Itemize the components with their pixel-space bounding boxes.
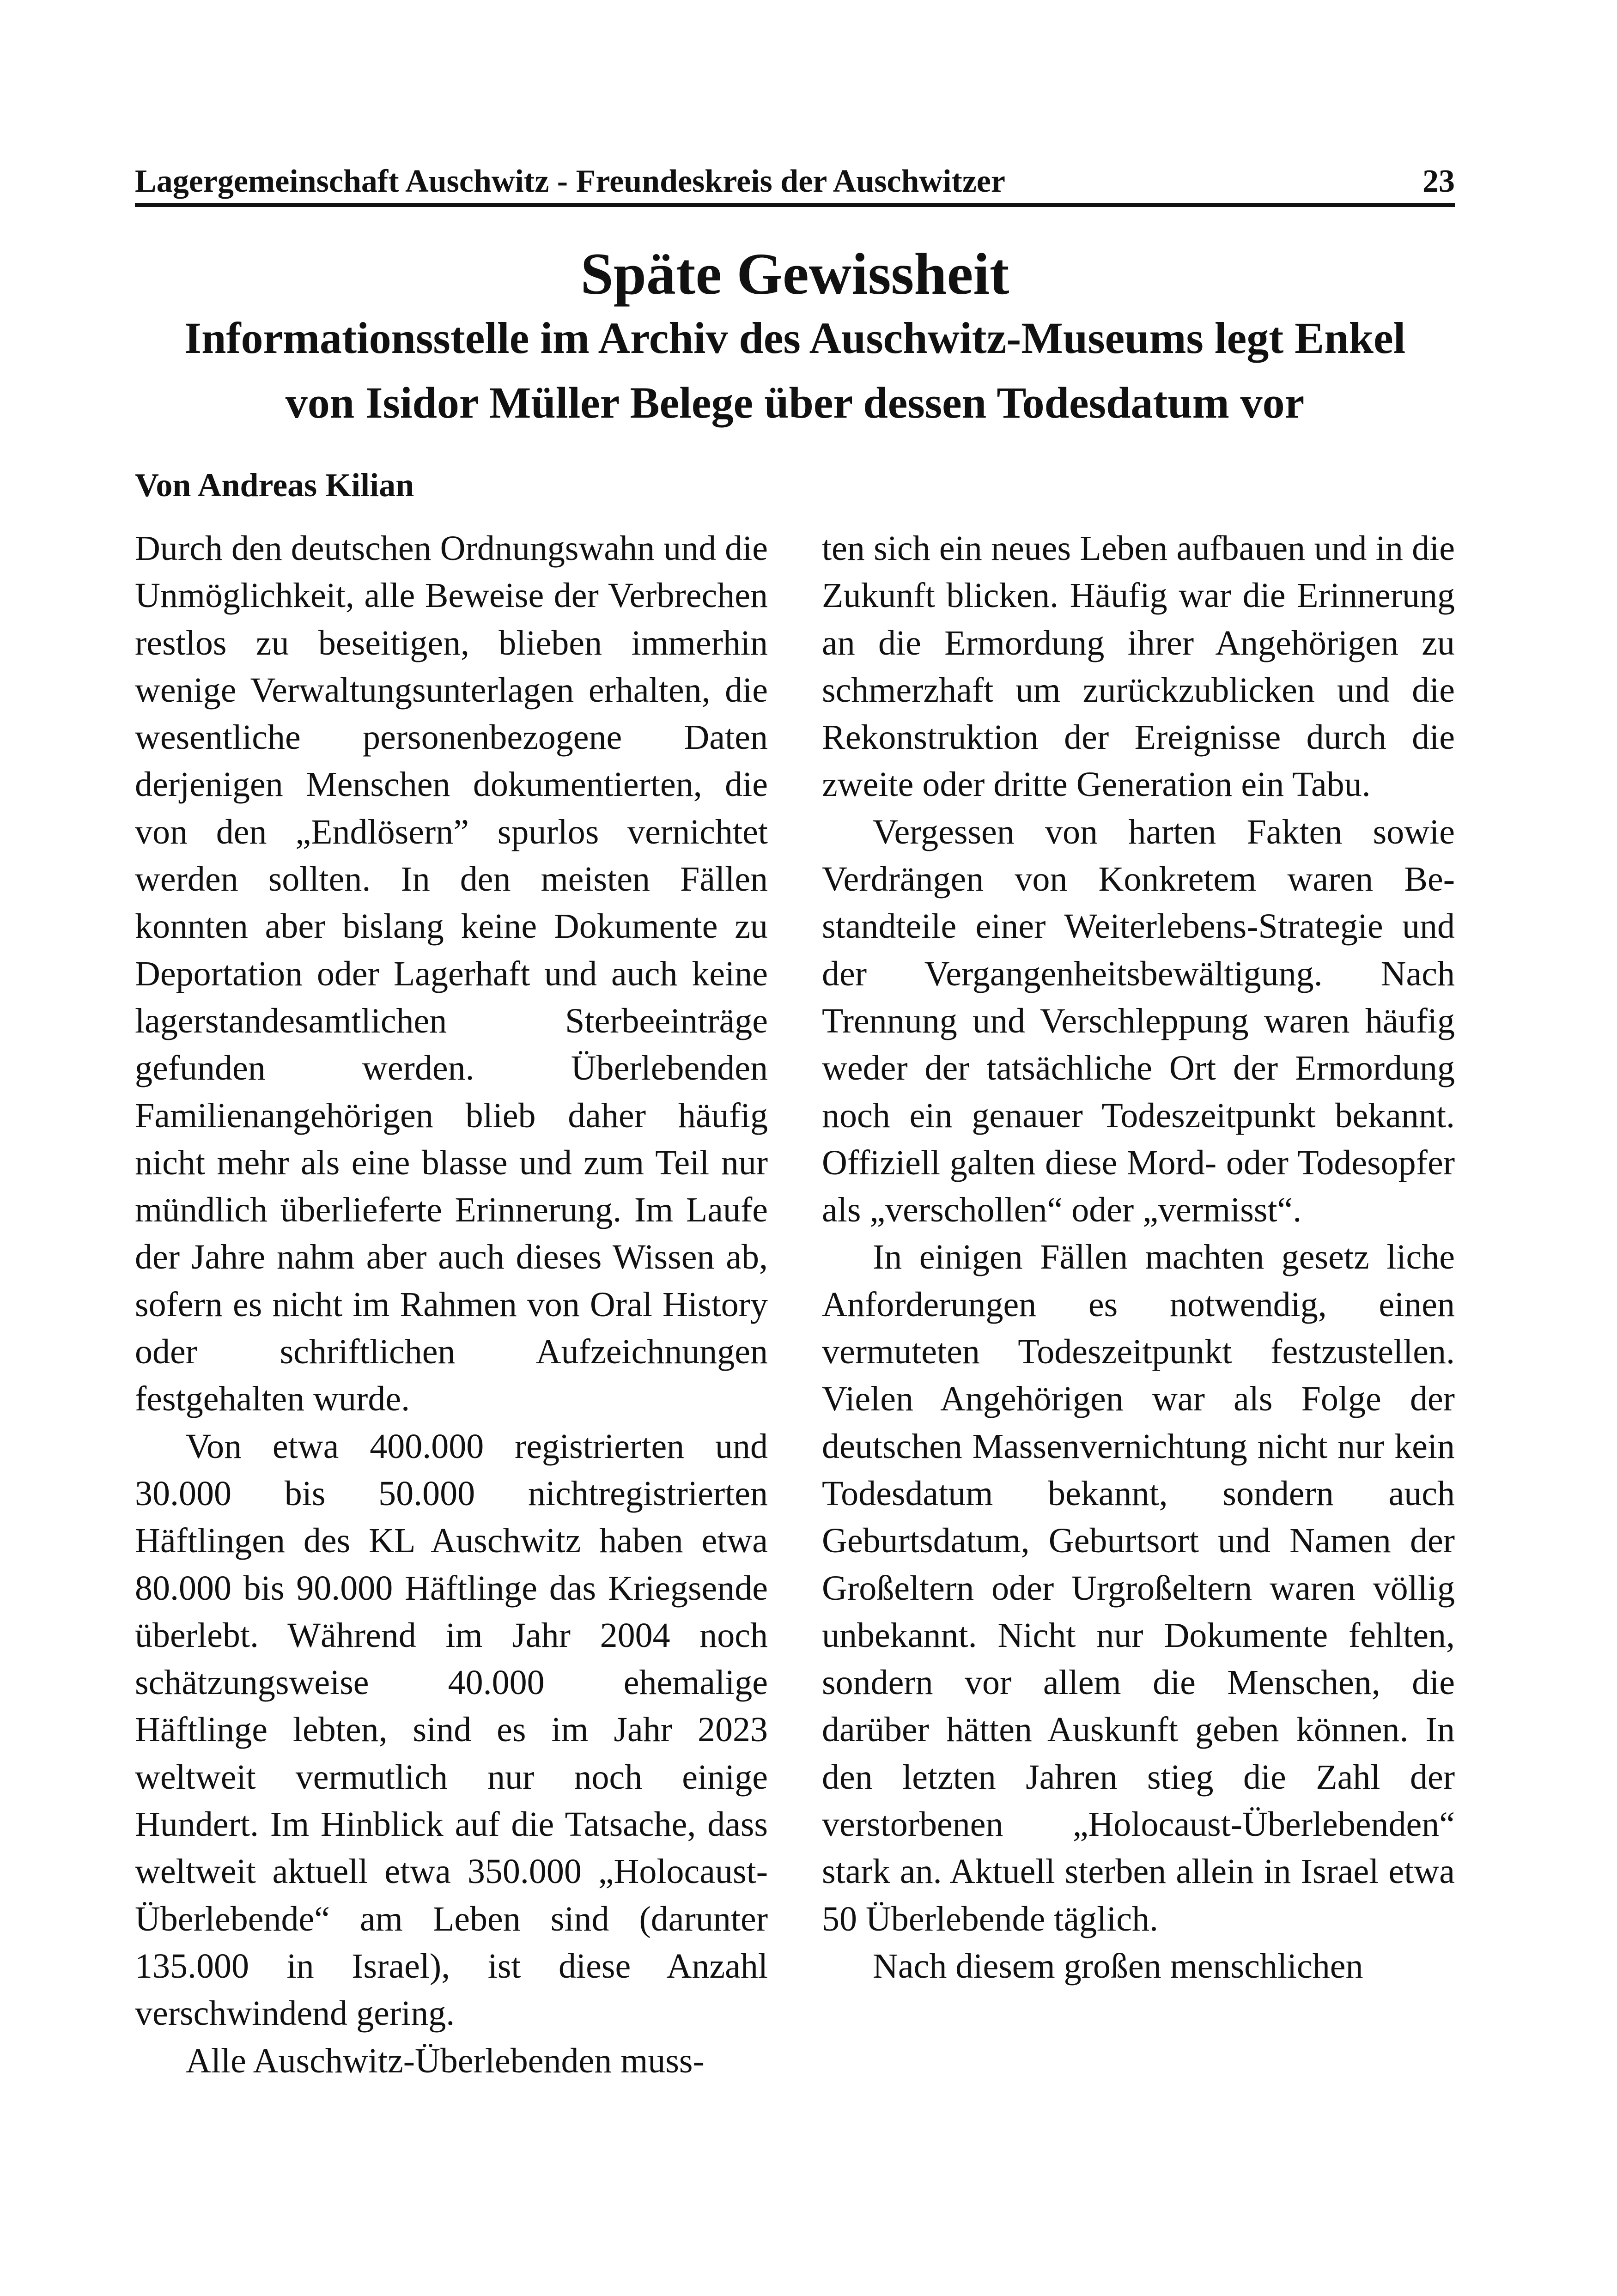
- document-page: [135, 0, 1455, 2296]
- journal-title: Lagergemeinschaft Auschwitz - Freundeskreis der Auschwitzer: [135, 164, 1005, 199]
- byline: Von Andreas Kilian: [135, 467, 414, 504]
- paragraph: Von etwa 400.000 registrierten und 30.000 bis 50.000 nichtregistrierten Häftlingen des KL Auschwitz haben etwa 80.000 bis 90.000 Häftlinge das Kriegsende überlebt. Während im Jahr 2004 noch schätzungsweise 40.000 ehemalige Häftlinge lebten, sind es im Jahr 2023 weltweit vermutlich nur noch einige Hundert. Im Hinblick auf die Tatsache, dass weltweit aktuell etwa 350.000 „Holocaust-Überlebende“ am Leben sind (darunter 135.000 in Israel), ist diese Anzahl verschwindend gering.: [135, 1427, 768, 2033]
- paragraph: Alle Auschwitz-Überlebenden muss-: [186, 2041, 705, 2080]
- paragraph: Durch den deutschen Ordnungswahn und die Unmöglichkeit, alle Beweise der Verbrechen restlos zu beseitigen, blieben immerhin wenige Verwaltungsunterlagen erhalten, die wesentliche personenbezogene Daten derjenigen Menschen dokumentierten, die von den „Endlösern” spurlos vernichtet werden sollten. In den meisten Fällen konnten aber bislang keine Dokumente zu Deportation oder Lagerhaft und auch keine lagerstandesamtlichen Sterbeeinträge gefunden werden. Überlebenden Familienangehörigen blieb daher häufig nicht mehr als eine blasse und zum Teil nur mündlich überlieferte Erinnerung. Im Laufe der Jahre nahm aber auch dieses Wissen ab, sofern es nicht im Rahmen von Oral History oder schriftlichen Aufzeichnungen festgehalten wurde.: [135, 529, 768, 1419]
- text-column-right: [822, 525, 1455, 1990]
- subtitle-line-2: von Isidor Müller Belege über dessen Todesdatum vor: [285, 378, 1305, 427]
- paragraph: In einigen Fällen machten gesetz liche Anforderungen es notwendig, einen vermuteten Todeszeitpunkt festzustellen. Vielen Angehörigen war als Folge der deutschen Massenvernichtung nicht nur kein Todesdatum bekannt, sondern auch Geburtsdatum, Geburtsort und Namen der Großeltern oder Urgroßeltern waren völlig unbekannt. Nicht nur Dokumente fehlten, sondern vor allem die Menschen, die darüber hätten Auskunft geben können. In den letzten Jahren stieg die Zahl der verstorbenen „Holocaust-Überlebenden“ stark an. Aktuell sterben allein in Israel etwa 50 Überlebende täglich.: [822, 1238, 1455, 1938]
- page-number: 23: [1422, 164, 1455, 199]
- subtitle-line-1: Informationsstelle im Archiv des Auschwitz-Museums legt Enkel: [184, 313, 1406, 363]
- article-title: Späte Gewissheit: [580, 241, 1009, 307]
- paragraph: Nach diesem großen menschlichen: [873, 1946, 1363, 1986]
- running-header: [135, 159, 1455, 207]
- article-subtitle: [135, 306, 1455, 435]
- paragraph: Vergessen von harten Fakten sowie Verdrängen von Konkretem waren Bestandteile einer Weiterlebens-Strategie und der Vergangenheitsbewältigung. Nach Trennung und Verschleppung waren häufig weder der tatsächliche Ort der Ermordung noch ein genauer Todeszeitpunkt bekannt. Offiziell galten diese Mord- oder Todesopfer als „verschollen“ oder „vermisst“.: [822, 812, 1455, 1230]
- text-column-left: [135, 525, 768, 2084]
- paragraph: ten sich ein neues Leben aufbauen und in die Zukunft blicken. Häufig war die Erinnerung an die Ermordung ihrer Angehörigen zu schmerzhaft um zurückzublicken und die Rekonstruktion der Ereignisse durch die zweite oder dritte Generation ein Tabu.: [822, 529, 1455, 804]
